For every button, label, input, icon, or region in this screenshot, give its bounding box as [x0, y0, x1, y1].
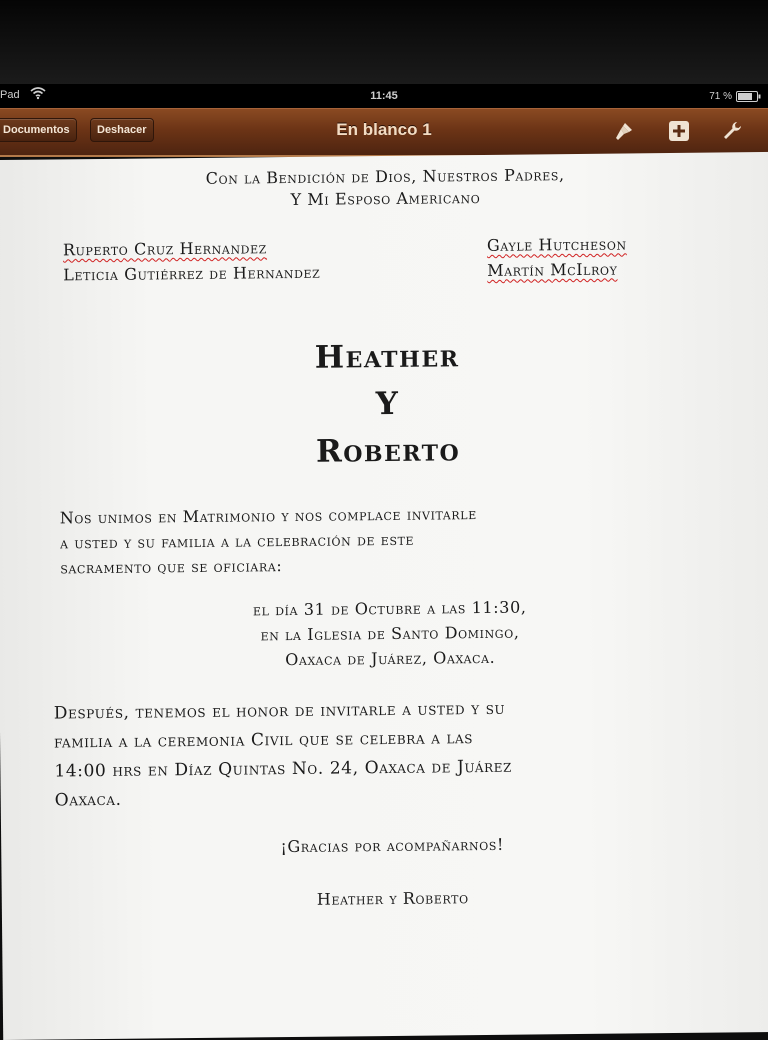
parent-name: Leticia Gutiérrez de Hernandez — [63, 262, 321, 285]
wrench-icon[interactable] — [720, 119, 744, 143]
parent-name: Martín McIlroy — [487, 259, 618, 280]
parents-groom — [487, 231, 627, 282]
paragraph-line: Después, tenemos el honor de invitarle a usted y su — [53, 698, 506, 724]
device-name: Pad — [0, 89, 20, 101]
battery-icon — [736, 91, 762, 105]
device-bezel — [0, 0, 768, 84]
ceremony-line: Oaxaca de Juárez, Oaxaca. — [285, 647, 496, 670]
couple-line: Y — [375, 385, 400, 423]
parent-name: Ruperto Cruz Hernandez — [62, 238, 268, 260]
document-page[interactable] — [0, 152, 768, 1040]
pages-toolbar — [0, 108, 768, 155]
ceremony-line: en la Iglesia de Santo Domingo, — [260, 622, 520, 645]
couple-line: Heather — [314, 338, 460, 376]
paragraph-line: 14:00 hrs en Díaz Quintas No. 24, Oaxaca de Juárez — [54, 756, 513, 782]
invitation-paragraph — [60, 501, 478, 580]
paragraph-line: a usted y su familia a la celebración de este — [59, 529, 415, 553]
paragraph-line: Oaxaca. — [54, 789, 122, 811]
parents-bride — [63, 235, 321, 288]
blessing-line: Con la Bendición de Dios, Nuestros Padres, — [205, 165, 565, 188]
parent-name: Gayle Hutcheson — [486, 234, 627, 255]
documents-button[interactable]: Documentos — [0, 118, 77, 142]
document-title: En blanco 1 — [336, 120, 432, 139]
paragraph-line: sacramento que se oficiara: — [60, 556, 283, 578]
ceremony-details — [0, 592, 768, 675]
ceremony-line: el día 31 de Octubre a las 11:30, — [252, 597, 527, 620]
battery-percent: 71 % — [709, 91, 732, 102]
thanks-line: ¡Gracias por acompañarnos! — [280, 834, 505, 857]
status-bar — [0, 84, 768, 108]
couple-names — [0, 330, 768, 479]
paragraph-line: Nos unimos en Matrimonio y nos complace invitarle — [59, 504, 477, 528]
couple-line: Roberto — [315, 432, 461, 470]
clock: 11:45 — [370, 90, 398, 102]
paragraph-line: familia a la ceremonia Civil que se celebra a las — [54, 728, 474, 753]
blessing-line: Y Mi Esposo Americano — [290, 188, 481, 209]
paintbrush-icon[interactable] — [612, 119, 636, 143]
blessing-heading — [0, 162, 768, 214]
reception-paragraph — [54, 695, 513, 816]
undo-button[interactable]: Deshacer — [90, 118, 154, 142]
plus-icon[interactable] — [667, 119, 691, 143]
signature-line: Heather y Roberto — [316, 888, 469, 909]
